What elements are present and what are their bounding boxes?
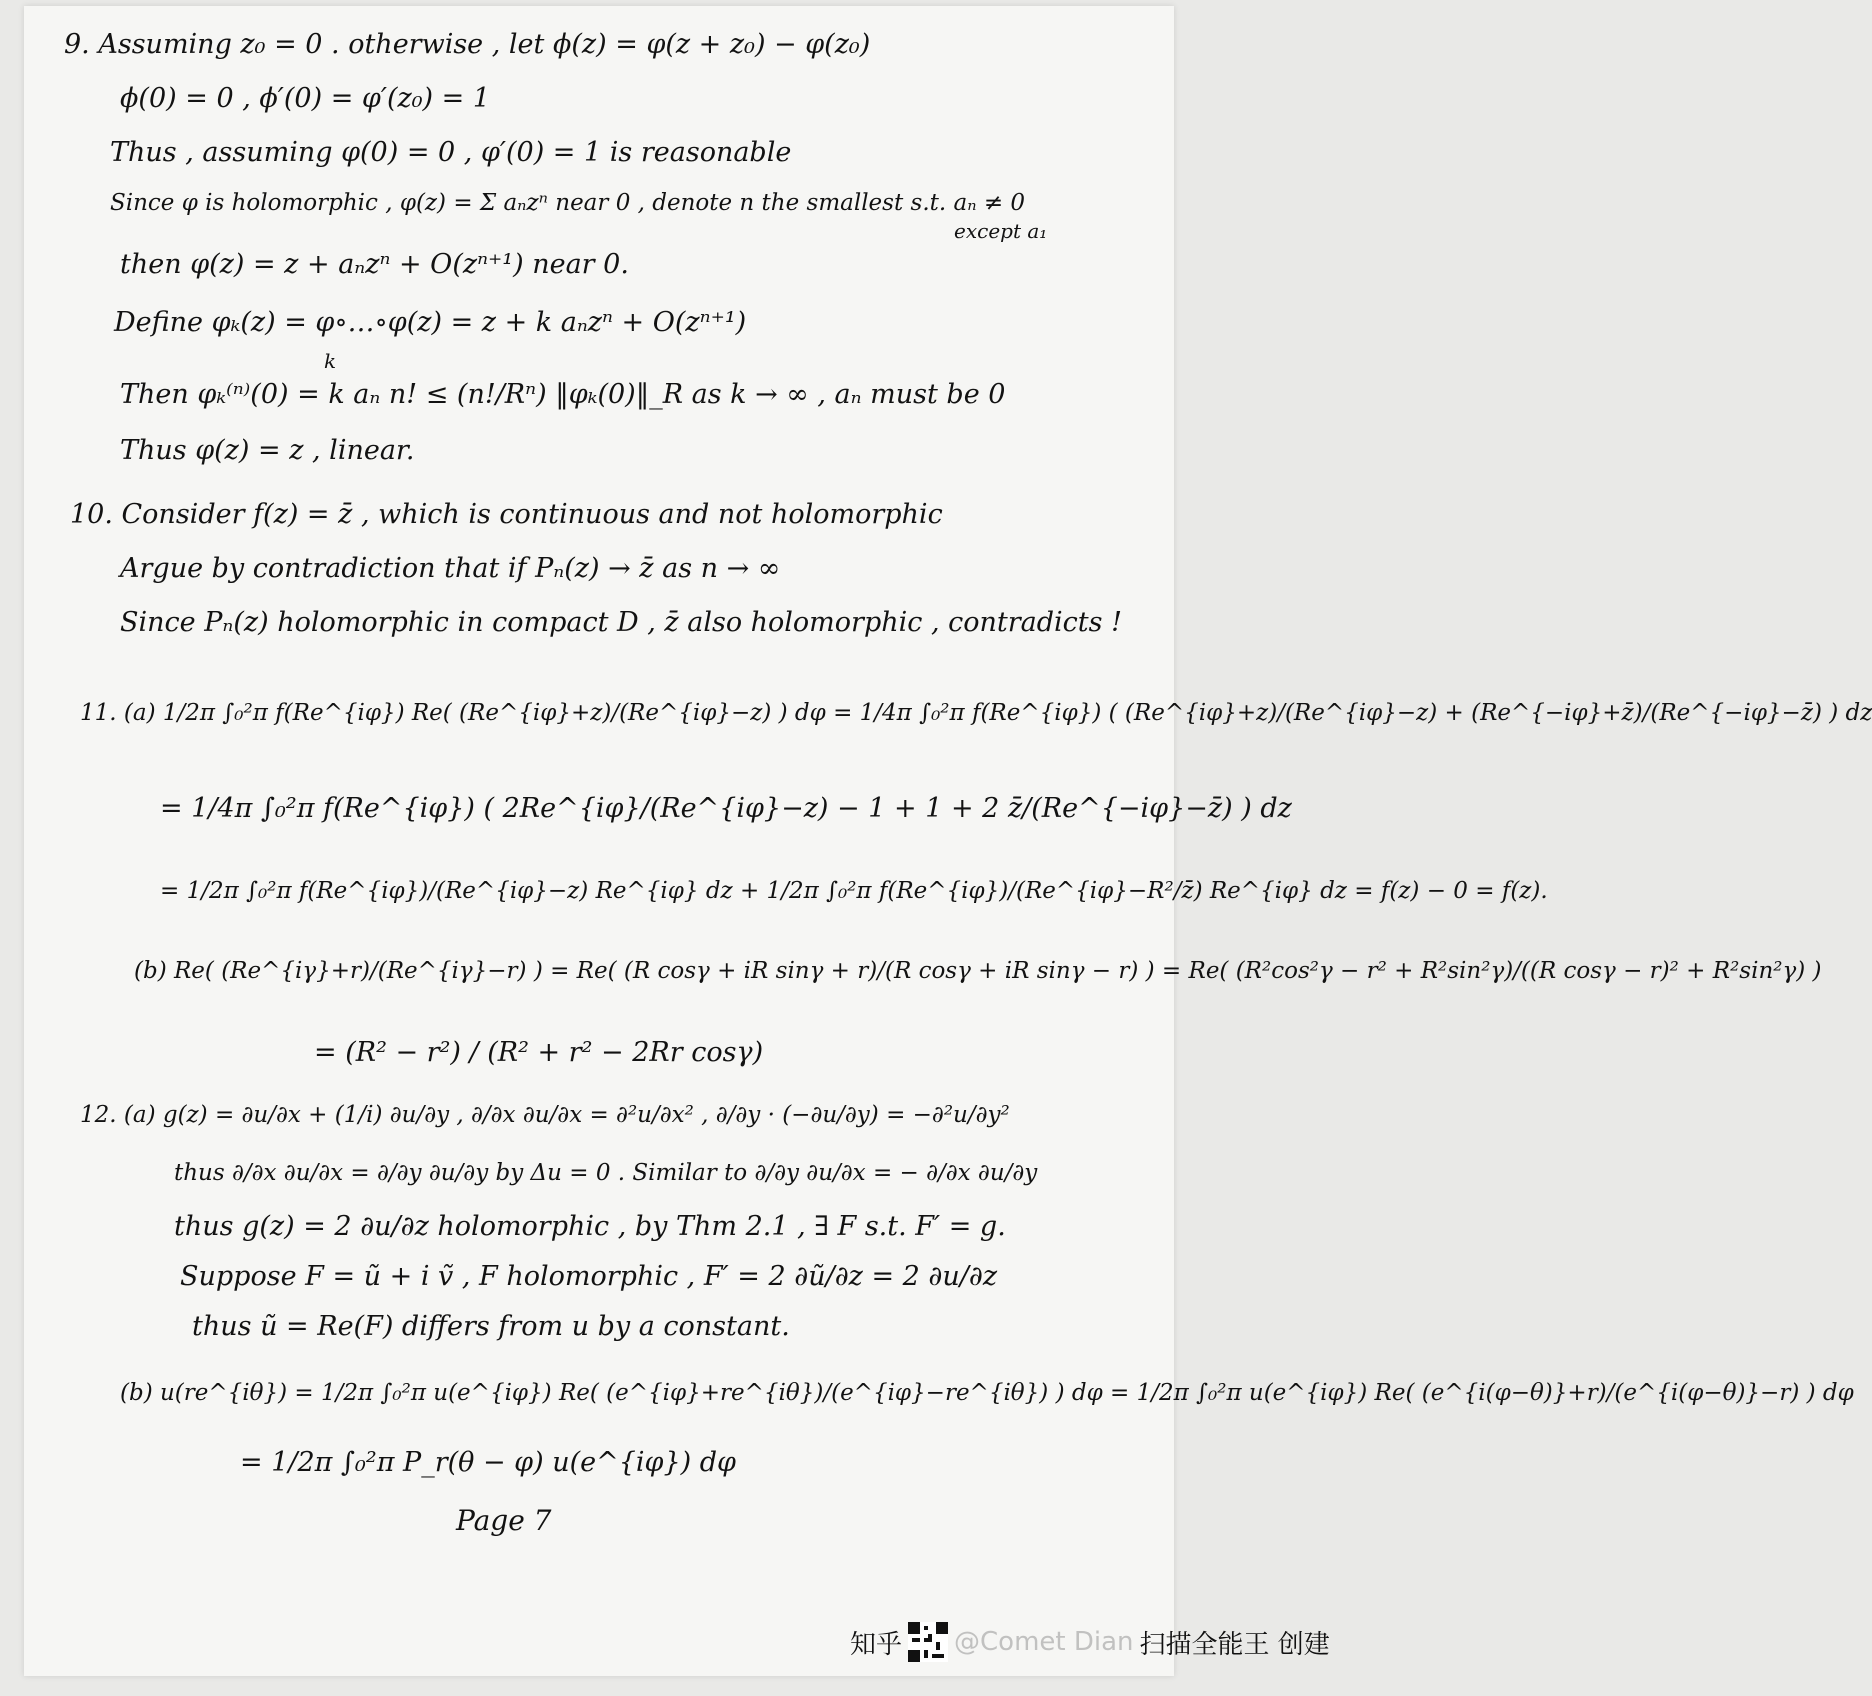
problem-9-line-6: Define φₖ(z) = φ∘…∘φ(z) = z + k aₙzⁿ + O(zⁿ⁺¹) <box>114 307 747 338</box>
problem-9-line-4: Since φ is holomorphic , φ(z) = Σ aₙzⁿ near 0 , denote n the smallest s.t. aₙ ≠ 0 <box>110 190 1026 216</box>
problem-10-line-3: Since Pₙ(z) holomorphic in compact D , z̄ also holomorphic , contradicts ! <box>120 607 1122 638</box>
problem-12a-line-1: 12. (a) g(z) = ∂u/∂x + (1/i) ∂u/∂y , ∂/∂x ∂u/∂x = ∂²u/∂x² , ∂/∂y · (−∂u/∂y) = −∂²u/∂y² <box>80 1102 1010 1128</box>
problem-11b-line-2: = (R² − r²) / (R² + r² − 2Rr cosγ) <box>314 1037 764 1068</box>
problem-9-line-2: ϕ(0) = 0 , ϕ′(0) = φ′(z₀) = 1 <box>120 83 491 114</box>
problem-9-line-3: Thus , assuming φ(0) = 0 , φ′(0) = 1 is reasonable <box>110 137 792 168</box>
problem-12a-line-2: thus ∂/∂x ∂u/∂x = ∂/∂y ∂u/∂y by Δu = 0 . Similar to ∂/∂y ∂u/∂x = − ∂/∂x ∂u/∂y <box>174 1160 1038 1186</box>
problem-9-line-1: 9. Assuming z₀ = 0 . otherwise , let ϕ(z) = φ(z + z₀) − φ(z₀) <box>64 29 871 60</box>
problem-9-line-6-brace-label: k <box>324 349 337 373</box>
scanner-footer <box>850 1622 1330 1662</box>
problem-12a-line-3: thus g(z) = 2 ∂u/∂z holomorphic , by Thm 2.1 , ∃ F s.t. F′ = g. <box>174 1211 1006 1242</box>
problem-9-line-4-note: except a₁ <box>954 219 1048 243</box>
problem-12a-line-4: Suppose F = ũ + i ṽ , F holomorphic , F′ = 2 ∂ũ/∂z = 2 ∂u/∂z <box>180 1261 998 1292</box>
problem-10-line-1: 10. Consider f(z) = z̄ , which is continuous and not holomorphic <box>70 499 943 530</box>
problem-11b-line-1: (b) Re( (Re^{iγ}+r)/(Re^{iγ}−r) ) = Re( (R cosγ + iR sinγ + r)/(R cosγ + iR sinγ − r) ) = Re( (R²cos²γ − r² + R²sin²γ)/((R cosγ − r)² + R²sin²γ) ) <box>134 958 1822 984</box>
problem-11a-line-2: = 1/4π ∫₀²π f(Re^{iφ}) ( 2Re^{iφ}/(Re^{iφ}−z) − 1 + 1 + 2 z̄/(Re^{−iφ}−z̄) ) dz <box>160 793 1292 824</box>
problem-9-line-7: Then φₖ⁽ⁿ⁾(0) = k aₙ n! ≤ (n!/Rⁿ) ‖φₖ(0)‖_R as k → ∞ , aₙ must be 0 <box>120 379 1006 410</box>
page-number: Page 7 <box>456 1504 552 1537</box>
problem-9-line-8: Thus φ(z) = z , linear. <box>120 435 415 466</box>
problem-11a-line-3: = 1/2π ∫₀²π f(Re^{iφ})/(Re^{iφ}−z) Re^{iφ} dz + 1/2π ∫₀²π f(Re^{iφ})/(Re^{iφ}−R²/z̄) Re^{iφ} dz = f(z) − 0 = f(z). <box>160 878 1548 904</box>
problem-12b-line-2: = 1/2π ∫₀²π P_r(θ − φ) u(e^{iφ}) dφ <box>240 1447 736 1478</box>
scanner-app-text: 扫描全能王 创建 <box>1139 1629 1330 1660</box>
problem-11a-line-1: 11. (a) 1/2π ∫₀²π f(Re^{iφ}) Re( (Re^{iφ}+z)/(Re^{iφ}−z) ) dφ = 1/4π ∫₀²π f(Re^{iφ}) ( (Re^{iφ}+z)/(Re^{iφ}−z) + (Re^{−iφ}+z̄)/(Re^{−iφ}−z̄) ) dz <box>80 700 1872 726</box>
watermark-text: @Comet Dian <box>954 1627 1134 1657</box>
problem-12a-line-5: thus ũ = Re(F) differs from u by a constant. <box>192 1311 790 1342</box>
qr-code-icon <box>908 1622 948 1662</box>
problem-12b-line-1: (b) u(re^{iθ}) = 1/2π ∫₀²π u(e^{iφ}) Re( (e^{iφ}+re^{iθ})/(e^{iφ}−re^{iθ}) ) dφ = 1/2π ∫₀²π u(e^{iφ}) Re( (e^{i(φ−θ)}+r)/(e^{i(φ−θ)}−r) ) dφ <box>120 1380 1854 1406</box>
problem-9-line-5: then φ(z) = z + aₙzⁿ + O(zⁿ⁺¹) near 0. <box>120 249 629 280</box>
zhihu-logo-text: 知乎 <box>850 1629 903 1660</box>
problem-10-line-2: Argue by contradiction that if Pₙ(z) → z̄ as n → ∞ <box>120 553 781 584</box>
